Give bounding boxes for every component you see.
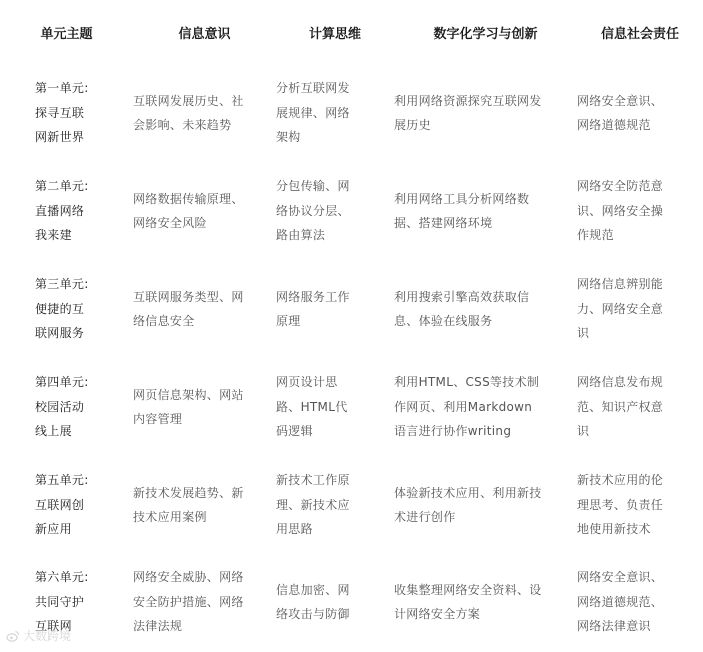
table-row — [0, 260, 703, 358]
social-responsibility-cell: 网络安全意识、网络道德规范 — [577, 93, 664, 132]
unit-title: 第四单元:校园活动线上展 — [35, 375, 89, 439]
info-awareness-cell: 互联网发展历史、社会影响、未来趋势 — [133, 93, 244, 132]
watermark — [6, 627, 71, 644]
weibo-style-logo-icon — [6, 629, 20, 643]
table-row — [0, 64, 703, 162]
digital-learning-cell: 利用HTML、CSS等技术制作网页、利用Markdown语言进行协作writing — [394, 375, 540, 439]
table-row — [0, 358, 703, 456]
table-row — [0, 456, 703, 554]
computational-thinking-cell: 信息加密、网络攻击与防御 — [276, 582, 350, 621]
info-awareness-cell: 网络安全威胁、网络安全防护措施、网络法律法规 — [133, 570, 244, 634]
digital-learning-cell: 利用网络资源探究互联网发展历史 — [394, 93, 542, 132]
social-responsibility-cell: 网络信息辨别能力、网络安全意识 — [577, 277, 664, 341]
header-digital-learning: 数字化学习与创新 — [433, 26, 538, 42]
unit-title: 第二单元:直播网络我来建 — [35, 179, 89, 243]
info-awareness-cell: 网页信息架构、网站内容管理 — [133, 387, 244, 426]
info-awareness-cell: 新技术发展趋势、新技术应用案例 — [133, 485, 244, 524]
table-row — [0, 554, 703, 650]
digital-learning-cell: 利用网络工具分析网络数据、搭建网络环境 — [394, 191, 530, 230]
unit-title: 第五单元:互联网创新应用 — [35, 473, 89, 537]
header-computational-thinking: 计算思维 — [308, 26, 361, 42]
digital-learning-cell: 收集整理网络安全资料、设计网络安全方案 — [394, 582, 542, 621]
social-responsibility-cell: 网络安全防范意识、网络安全操作规范 — [577, 179, 664, 243]
unit-title: 第三单元:便捷的互联网服务 — [35, 277, 89, 341]
info-awareness-cell: 网络数据传输原理、网络安全风险 — [133, 191, 244, 230]
computational-thinking-cell: 网页设计思路、HTML代码逻辑 — [276, 375, 348, 439]
computational-thinking-cell: 分包传输、网络协议分层、路由算法 — [276, 179, 350, 243]
unit-title: 第六单元:共同守护互联网 — [35, 570, 89, 634]
watermark-text: 大数跨境 — [23, 629, 72, 643]
info-awareness-cell: 互联网服务类型、网络信息安全 — [133, 289, 244, 328]
digital-learning-cell: 利用搜索引擎高效获取信息、体验在线服务 — [394, 289, 530, 328]
header-row — [0, 0, 703, 64]
social-responsibility-cell: 网络安全意识、网络道德规范、网络法律意识 — [577, 570, 664, 634]
digital-learning-cell: 体验新技术应用、利用新技术进行创作 — [394, 485, 542, 524]
social-responsibility-cell: 新技术应用的伦理思考、负责任地使用新技术 — [577, 473, 664, 537]
computational-thinking-cell: 新技术工作原理、新技术应用思路 — [276, 473, 350, 537]
header-info-awareness: 信息意识 — [178, 26, 231, 42]
header-social-responsibility: 信息社会责任 — [600, 26, 679, 42]
computational-thinking-cell: 网络服务工作原理 — [276, 289, 350, 328]
computational-thinking-cell: 分析互联网发展规律、网络架构 — [276, 81, 350, 145]
header-unit-theme: 单元主题 — [40, 26, 93, 42]
unit-title: 第一单元:探寻互联网新世界 — [35, 81, 89, 145]
table-row — [0, 162, 703, 260]
social-responsibility-cell: 网络信息发布规范、知识产权意识 — [577, 375, 664, 439]
